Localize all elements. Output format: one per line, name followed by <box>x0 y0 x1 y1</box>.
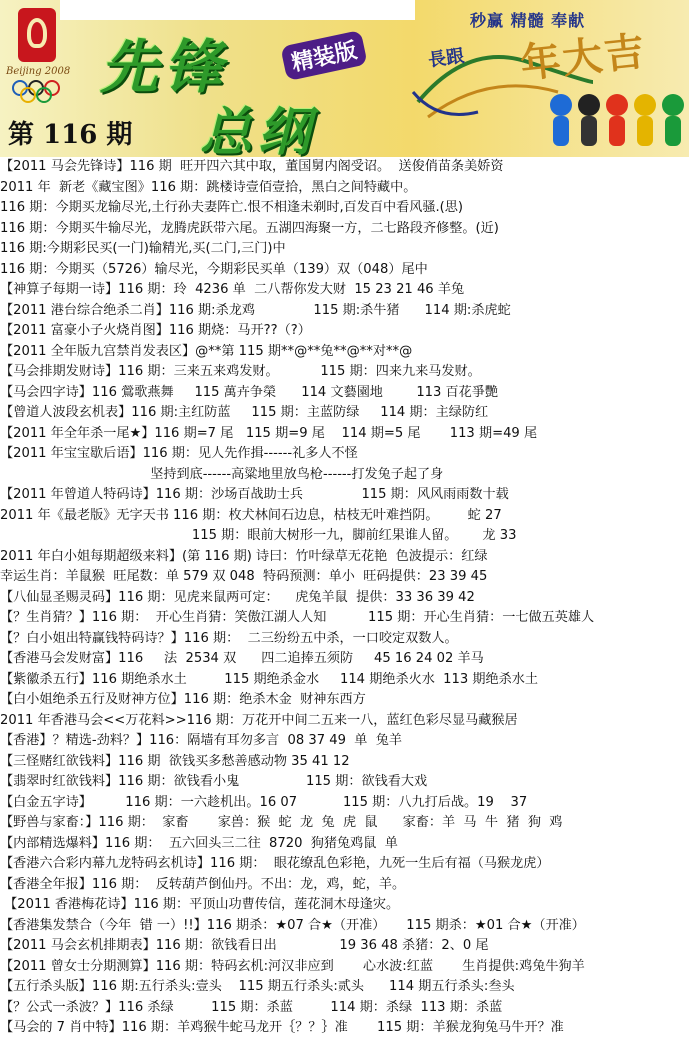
text-line: 【2011 年全年杀一尾★】116 期=7 尾 115 期=9 尾 114 期=5 尾 113 期=49 尾 <box>0 425 538 441</box>
mascots-group-icon <box>548 88 688 154</box>
text-line: 【2011 香港梅花诗】116 期：平顶山功曹传信，莲花洞木母逢灾。 <box>0 897 400 912</box>
text-line: 【五行杀头版】116 期:五行杀头:壹头 115 期五行杀头:贰头 114 期五行杀头:叁头 <box>0 979 515 994</box>
mascot-nini-icon <box>662 94 684 116</box>
text-line: 【？生肖猜？】116 期： 开心生肖猜：笑傲江湖人人知 115 期：开心生肖猜：一七做五英雄人 <box>0 610 595 625</box>
text-line: 2011 年白小姐每期超级来料】(第 116 期) 诗曰：竹叶绿草无花艳 色波提示：红绿 <box>0 548 488 564</box>
text-line: 【马会的 7 肖中特】116 期：羊鸡猴牛蛇马龙开｛？？｝准 115 期：羊猴龙狗兔马牛开？准 <box>0 1020 564 1035</box>
mascot-huanhuan-icon <box>606 94 628 116</box>
text-line: 【2011 年曾道人特码诗】116 期：沙场百战助士兵 115 期：风风雨雨数十载 <box>0 487 509 502</box>
mascot-body-icon <box>609 116 625 146</box>
edition-badge: 精装版 <box>280 30 368 81</box>
text-line: 【2011 全年版九宫禁肖发表区】@**第 115 期**@**兔**@**对**@ <box>0 343 413 359</box>
mascot-body-icon <box>581 116 597 146</box>
beijing-2008-emblem-icon <box>18 8 56 62</box>
text-line: 【香港全年报】116 期： 反转葫芦倒仙丹。不出：龙，鸡，蛇，羊。 <box>0 876 406 892</box>
text-line: 【2011 曾女士分期测算】116 期：特码玄机:河汉非应到 心水波:红蓝 生肖提供:鸡兔牛狗羊 <box>0 958 585 974</box>
text-line: 116 期：今期买牛输尽光，龙腾虎跃带六尾。五湖四海聚一方，二七路段齐修整。(近) <box>0 220 499 236</box>
mascot-jingjing-icon <box>578 94 600 116</box>
text-line: 【马会排期发财诗】116 期：三来五来鸡发财。 115 期：四来九来马发财。 <box>0 364 481 379</box>
text-line: 2011 年《最老版》无字天书 116 期：枚犬林间石边息，枯枝无叶难挡阴。 蛇 27 <box>0 507 502 523</box>
text-line: 幸运生肖：羊鼠猴 旺尾数：单 579 双 048 特码预测：单小 旺码提供：23 39 45 <box>0 569 488 584</box>
banner-top-strip <box>60 0 415 20</box>
text-line: 【2011 马会先锋诗】116 期 旺开四六其中取，董国舅内阁受诏。 送俊俏苗条美娇资 <box>0 159 504 174</box>
text-line: 【香港马会发财富】116 法 2534 双 四二追捧五须防 45 16 24 02 羊马 <box>0 651 484 666</box>
text-line: 【翡翠时红欲钱料】116 期：欲钱看小鬼 115 期：欲钱看大戏 <box>0 774 428 789</box>
banner-follow-text: 長跟 <box>426 45 466 72</box>
text-line: 【马会四字诗】116 鶯歌燕舞 115 萬卉争榮 114 文藝園地 113 百花爭艷 <box>0 384 499 400</box>
text-line: 【神算子每期一诗】116 期：玲 4236 单 二八帮你发大财 15 23 21 46 羊兔 <box>0 282 465 297</box>
text-line: 【香港六合彩内幕九龙特码玄机诗】116 期： 眼花缭乱色彩艳，九死一生后有福（马猴龙虎） <box>0 856 550 871</box>
mascot-body-icon <box>553 116 569 146</box>
text-line: 【三怪赌红欲钱料】116 期 欲钱买多愁善感动物 35 41 12 <box>0 753 350 769</box>
text-line: 【紫徽杀五行】116 期绝杀水土 115 期绝杀金水 114 期绝杀火水 113 期绝杀水土 <box>0 671 539 687</box>
text-line: 115 期：眼前大树形一九，脚前红果谁人留。 龙 33 <box>0 528 517 543</box>
mascot-body-icon <box>637 116 653 146</box>
text-line: 【八仙显圣赐灵码】116 期：见虎来鼠两可定： 虎兔羊鼠 提供：33 36 39 42 <box>0 589 475 605</box>
text-line: 2011 年 新老《藏宝图》116 期：跳楼诗壹佰壹拾，黑白之间特藏中。 <box>0 179 417 195</box>
banner-title-top: 先锋 <box>100 33 229 101</box>
text-line: 116 期:今期彩民买(一门)输精光,买(二门,三门)中 <box>0 241 286 256</box>
text-line: 【2011 马会玄机排期表】116 期：欲钱看日出 19 36 48 杀猪：2、0 尾 <box>0 938 489 953</box>
text-line: 2011 年香港马会<<万花料>>116 期：万花开中间二五来一八，蓝红色彩尽显马藏猴居 <box>0 712 518 728</box>
text-line: 【内部精选爆料】116 期： 五六回头三二往 8720 狗猪兔鸡鼠 单 <box>0 835 398 851</box>
banner-new-year-text: 年大吉 <box>518 28 649 88</box>
text-line: 【2011 港台综合绝杀二肖】116 期:杀龙鸡 115 期:杀牛猪 114 期:杀虎蛇 <box>0 302 511 318</box>
header-banner <box>0 0 689 157</box>
text-line: 116 期：今期买龙输尽光,土行孙夫妻阵亡.恨不相逢未剃时,百发百中看风骚.(思) <box>0 200 464 215</box>
banner-title-bottom: 总纲 <box>200 103 317 157</box>
forecast-text-block <box>0 157 689 1035</box>
text-line: 【？公式一杀波？】116 杀绿 115 期：杀蓝 114 期：杀绿 113 期：杀蓝 <box>0 999 503 1015</box>
mascot-beibei-icon <box>550 94 572 116</box>
text-line: 【白小姐绝杀五行及财神方位】116 期：绝杀木金 财神东西方 <box>0 692 366 707</box>
olympic-rings-icon <box>10 80 72 104</box>
mascot-body-icon <box>665 116 681 146</box>
text-line: 坚持到底------高粱地里放鸟枪------打发兔子起了身 <box>0 466 444 482</box>
text-line: 【白金五字诗】 116 期：一六趁机出。16 07 115 期：八九打后战。19 37 <box>0 794 528 810</box>
text-line: 【2011 年宝宝歇后语】116 期：见人先作揖------礼多人不怪 <box>0 446 358 461</box>
text-line: 116 期：今期买（5726）输尽光，今期彩民买单（139）双（048）尾中 <box>0 261 428 277</box>
text-line: 【香港集发禁合（今年 错 一）!!】116 期杀：★07 合★（开准） 115 期杀：★01 合★（开准） <box>0 917 585 933</box>
text-line: 【？白小姐出特赢钱特码诗？】116 期： 二三纷纷五中杀，一口咬定双数人。 <box>0 630 458 646</box>
text-line: 【香港】？精选-劲料？】116：隔墙有耳勿多言 08 37 49 单 兔羊 <box>0 733 403 748</box>
banner-slogan: 秒赢 精髓 奉献 <box>470 11 586 30</box>
text-line: 【野兽与家畜：】116 期： 家畜 家兽：猴 蛇 龙 兔 虎 鼠 家畜：羊 马 牛 猪 狗 鸡 <box>0 815 563 830</box>
mascot-yingying-icon <box>634 94 656 116</box>
text-line: 【2011 富豪小子火烧肖图】116 期烧：马开??（?） <box>0 323 311 338</box>
issue-number: 第 116 期 <box>8 120 133 150</box>
text-line: 【曾道人波段玄机表】116 期:主红防蓝 115 期：主蓝防绿 114 期：主绿防红 <box>0 405 489 420</box>
olympic-text: Beijing 2008 <box>6 66 71 77</box>
